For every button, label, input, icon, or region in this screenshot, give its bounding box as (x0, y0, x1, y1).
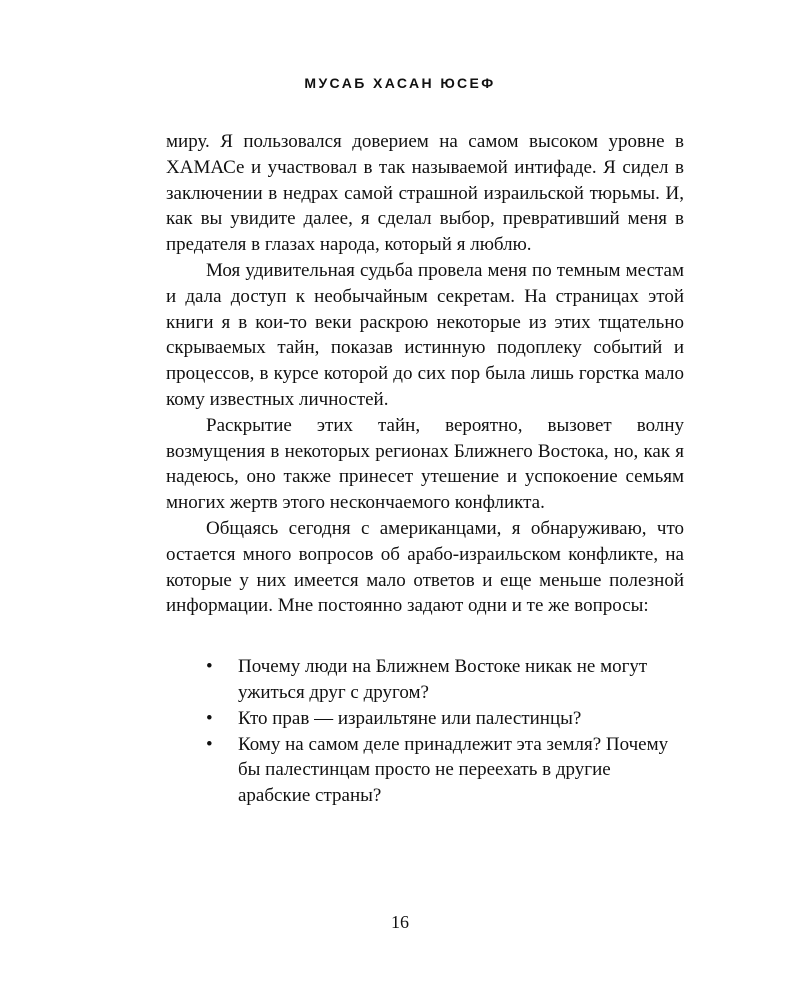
page-number: 16 (391, 912, 409, 932)
list-item-text: Кто прав — израильтяне или палестинцы? (238, 707, 582, 729)
list-item (166, 706, 684, 732)
bullet-icon: • (206, 656, 213, 678)
page-text (166, 129, 684, 809)
paragraph-4: Общаясь сегодня с американцами, я обнаруживаю, что остается много вопросов об арабо-израильском конфликте, на которые у них имеется мало ответов и еще меньше полезной информации. Мне постоянно задают одни и те же вопросы: (166, 517, 684, 617)
list-item (166, 654, 684, 706)
paragraph-3: Раскрытие этих тайн, вероятно, вызовет волну возмущения в некоторых регионах Ближнего Востока, но, как я надеюсь, оно также принесет утешение и успокоение семьям многих жертв этого нескончаемого конфликта. (166, 414, 684, 514)
bullet-icon: • (206, 733, 213, 755)
paragraph-2: Моя удивительная судьба провела меня по темным местам и дала доступ к необычайным секретам. На страницах этой книги я в кои-то веки раскрою некоторые из этих тщательно скрываемых тайн, показав истинную подоплеку событий и процессов, в курсе которой до сих пор была лишь горстка мало кому известных личностей. (166, 259, 684, 410)
running-head-author: МУСАБ ХАСАН ЮСЕФ (304, 75, 496, 91)
list-item-text: Кому на самом деле принадлежит эта земля? Почему бы палестинцам просто не переехать в другие арабские страны? (238, 733, 669, 807)
bullet-icon: • (206, 707, 213, 729)
paragraph-1: миру. Я пользовался доверием на самом высоком уровне в ХАМАСе и участвовал в так называемой интифаде. Я сидел в заключении в недрах самой страшной израильской тюрьмы. И, как вы увидите далее, я сделал выбор, превративший меня в предателя в глазах народа, который я люблю. (166, 131, 684, 256)
list-item (166, 732, 684, 809)
list-item-text: Почему люди на Ближнем Востоке никак не могут ужиться друг с другом? (238, 656, 648, 703)
question-list (166, 654, 684, 809)
